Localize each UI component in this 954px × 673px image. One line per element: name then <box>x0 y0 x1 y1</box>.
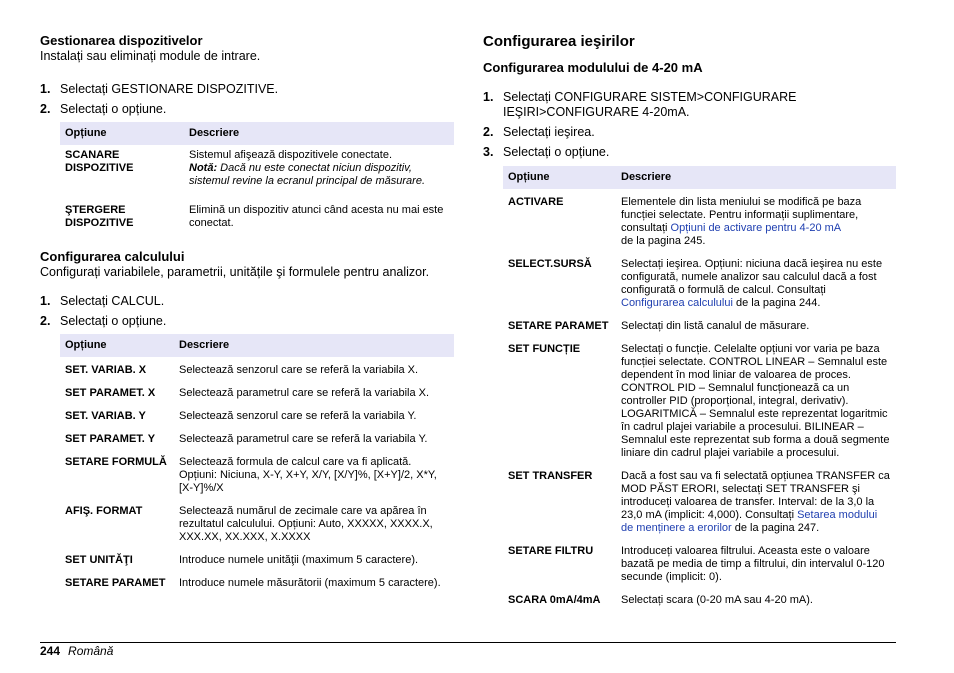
table-header: Opțiune <box>60 122 184 145</box>
description-text: de la pagina 245. <box>621 235 706 247</box>
table-header: Opțiune <box>60 334 174 357</box>
description-cell: Selectează formula de calcul care va fi aplicată. Opțiuni: Niciuna, X-Y, X+Y, X/Y, [X/Y]%, [X+Y]/2, X*Y, [X-Y]%/X <box>179 456 437 494</box>
list-item <box>483 90 896 120</box>
option-cell: SCARA 0mA/4mA <box>508 594 601 606</box>
option-cell: SET TRANSFER <box>508 470 593 482</box>
step-number: 2. <box>40 102 51 116</box>
table-header: Descriere <box>616 166 896 189</box>
footer-divider <box>40 642 896 643</box>
table-row <box>503 254 896 316</box>
step-text: Selectați o opțiune. <box>60 102 167 116</box>
left-column <box>40 33 454 596</box>
option-label: ŞTERGERE <box>65 204 126 216</box>
description-text: de la pagina 247. <box>731 522 820 534</box>
table-header: Opțiune <box>503 166 616 189</box>
cross-reference-link[interactable]: Opțiuni de activare pentru 4-20 mA <box>670 222 842 234</box>
option-cell: AFIŞ. FORMAT <box>65 505 143 517</box>
footer-language: Română <box>68 644 114 658</box>
option-cell <box>60 145 184 194</box>
table-row <box>503 339 896 466</box>
description-cell: Elimină un dispozitiv atunci când acesta nu mai este conectat. <box>189 204 444 229</box>
list-item <box>483 125 896 140</box>
step-text: Selectați CONFIGURARE SISTEM>CONFIGURARE IEŞIRI>CONFIGURARE 4-20mA. <box>503 90 797 119</box>
page-title: Configurarea ieşirilor <box>483 33 635 50</box>
option-cell: ACTIVARE <box>508 196 564 208</box>
option-label: SCANARE <box>65 149 120 161</box>
list-item <box>40 82 454 97</box>
step-text: Selectați o opțiune. <box>60 314 167 328</box>
description-text: Elementele din lista meniului se modifică pe baza funcției selectate. Pentru informații suplimentare, consultați <box>621 196 862 234</box>
description-cell: Introduceți valoarea filtrului. Aceasta este o valoare bazată pe media de timp a filtrului, din intervalul 0-120 secunde (implicit: 0). <box>621 545 885 583</box>
step-text: Selectați CALCUL. <box>60 294 165 308</box>
step-number: 3. <box>483 145 494 159</box>
description-cell: Selectează senzorul care se referă la variabila Y. <box>179 410 417 422</box>
device-options-table <box>60 122 454 236</box>
table-row <box>60 501 454 550</box>
steps-list <box>483 90 896 160</box>
note-label: Notă: <box>189 162 218 174</box>
table-row <box>60 145 454 194</box>
section-intro: Configurați variabilele, parametrii, unitățile şi formulele pentru analizor. <box>40 265 430 279</box>
option-cell: SET FUNCȚIE <box>508 343 581 355</box>
option-cell: SETARE FORMULĂ <box>65 456 167 468</box>
right-column <box>483 33 896 613</box>
list-item <box>40 294 454 309</box>
description-cell: Selectați din listă canalul de măsurare. <box>621 320 810 332</box>
option-cell: SET PARAMET. X <box>65 387 156 399</box>
table-row <box>60 383 454 406</box>
steps-list <box>40 82 454 117</box>
description-cell: Selectează senzorul care se referă la variabila X. <box>179 364 419 376</box>
step-text: Selectați ieşirea. <box>503 125 595 139</box>
output-options-table <box>503 166 896 613</box>
option-cell: SETARE PARAMET <box>508 320 609 332</box>
description-cell: Selectați o funcție. Celelalte opțiuni vor varia pe baza funcției selectate. CONTROL LINEAR – Semnalul este dependent în mod liniar de valoarea de proces. CONTROL PID – Semnalul funcționează ca un controller PID (proporțional, integral, derivativ). LOGARITMICĂ – Semnalul este reprezentat logaritmic în cadrul plajei variabile a procesului. BILINEAR – Semnalul este reprezentat sub forma a două segmente liniare din cadrul plajei variabile a procesului. <box>621 343 890 459</box>
description-cell <box>184 145 454 194</box>
table-header: Descriere <box>184 122 454 145</box>
step-number: 2. <box>483 125 494 139</box>
table-row <box>503 466 896 541</box>
option-cell: SELECT.SURSĂ <box>508 258 592 270</box>
section-intro: Instalați sau eliminați module de intrare. <box>40 49 261 63</box>
steps-list <box>40 294 454 329</box>
description-text: Selectați ieşirea. Opțiuni: niciuna dacă ieşirea nu este configurată, numele analizor sau calculul dacă a fost configurată o formulă de calcul. Consultați <box>621 258 883 296</box>
step-number: 1. <box>40 294 51 308</box>
step-number: 1. <box>483 90 494 104</box>
cross-reference-link[interactable]: Setarea modului de menținere a erorilor <box>621 509 878 534</box>
description-text: Dacă a fost sau va fi selectată opțiunea TRANSFER ca MOD PĂST ERORI, selectați SET TRANSFER şi introduceți valoarea de transfer. Interval: de la 3,0 la 23,0 mA (implicit: 4,000). Consultați <box>621 470 890 521</box>
section-title-4-20ma: Configurarea modulului de 4-20 mA <box>483 60 703 75</box>
option-cell: SETARE PARAMET <box>65 577 166 589</box>
table-row <box>60 429 454 452</box>
table-row <box>60 452 454 501</box>
table-row <box>503 316 896 339</box>
section-title-calculation: Configurarea calculului <box>40 249 185 264</box>
table-row <box>503 590 896 613</box>
description-cell: Introduce numele unităţii (maximum 5 caractere). <box>179 554 419 566</box>
page-number: 244 <box>40 644 61 658</box>
table-row <box>60 194 454 236</box>
page-footer <box>40 644 113 658</box>
table-row <box>60 406 454 429</box>
step-number: 1. <box>40 82 51 96</box>
option-cell: SETARE FILTRU <box>508 545 594 557</box>
option-cell: SET. VARIAB. X <box>65 364 147 376</box>
description-cell <box>616 189 896 254</box>
cross-reference-link[interactable]: Configurarea calculului <box>621 297 733 309</box>
description-cell <box>616 254 896 316</box>
section-title-device-management: Gestionarea dispozitivelor <box>40 33 203 48</box>
table-row <box>503 541 896 590</box>
description-text: Sistemul afişează dispozitivele conectate. <box>189 149 392 161</box>
description-cell: Selectează numărul de zecimale care va apărea în rezultatul calculului. Opțiuni: Auto, XXXXX, XXXX.X, XXX.XX, XX.XXX, X.XXXX <box>179 505 433 543</box>
description-cell: Selectați scara (0-20 mA sau 4-20 mA). <box>621 594 813 606</box>
description-cell: Introduce numele măsurătorii (maximum 5 caractere). <box>179 577 441 589</box>
list-item <box>483 145 896 160</box>
table-row <box>60 550 454 573</box>
option-cell: SET PARAMET. Y <box>65 433 156 445</box>
table-header: Descriere <box>174 334 454 357</box>
note-body: Dacă nu este conectat niciun dispozitiv, sistemul revine la ecranul principal de măsurare. <box>189 162 425 187</box>
option-label: DISPOZITIVE <box>65 217 134 229</box>
table-row <box>60 357 454 383</box>
description-cell: Selectează parametrul care se referă la variabila Y. <box>179 433 428 445</box>
description-text: de la pagina 244. <box>732 297 821 309</box>
option-cell: SET UNITĂŢI <box>65 554 133 566</box>
step-text: Selectați GESTIONARE DISPOZITIVE. <box>60 82 279 96</box>
list-item <box>40 314 454 329</box>
step-text: Selectați o opțiune. <box>503 145 610 159</box>
note-text <box>189 162 425 187</box>
list-item <box>40 102 454 117</box>
option-cell <box>60 194 184 236</box>
option-cell: SET. VARIAB. Y <box>65 410 146 422</box>
option-label: DISPOZITIVE <box>65 162 134 174</box>
table-row <box>503 189 896 254</box>
step-number: 2. <box>40 314 51 328</box>
calculation-options-table <box>60 334 454 596</box>
table-row <box>60 573 454 596</box>
description-cell <box>616 466 896 541</box>
description-cell: Selectează parametrul care se referă la variabila X. <box>179 387 430 399</box>
